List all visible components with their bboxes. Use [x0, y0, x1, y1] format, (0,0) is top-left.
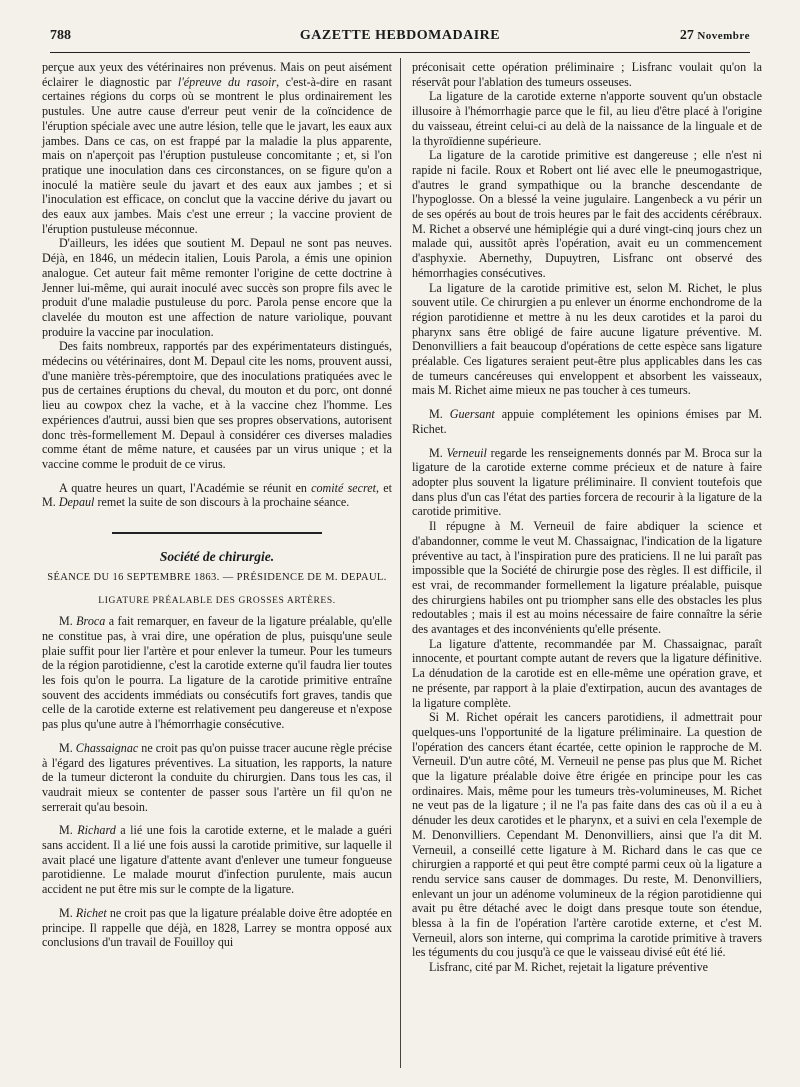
section-subtitle: LIGATURE PRÉALABLE DES GROSSES ARTÈRES.: [98, 595, 336, 606]
left-paragraph-richard: M. Richard a lié une fois la carotide externe, et le malade a guéri sans accident. Il a lié une fois aussi la carotide primitive, sur laquelle il avait placé une ligature d'attente avant d'enlever une tumeur fongueuse parotidienne. Le malade mourut d'infection purulente, mais aucun accident ne put être mis sur le compte de la ligature.: [42, 823, 392, 897]
left-paragraph-richet: M. Richet ne croit pas que la ligature préalable doive être adoptée en principe. Il rappelle que déjà, en 1828, Larrey se montra opposé aux conclusions d'un travail de Fouilloy qui: [42, 905, 392, 950]
right-paragraph-4: La ligature de la carotide primitive est, selon M. Richet, le plus souvent utile. Ce chirurgien a pu enlever un énorme enchondrome de la région parotidienne et mettre à nu les deux carotides et la paroi du pharynx sans être obligé de faire aucune ligature préventive. M. Denonvilliers a fait beaucoup d'opérations de cette espèce sans ligature préalable. Ces ligatures seraient peut-être plus applicables dans les cas de tumeurs cancéreuses qui enveloppent et absorbent les vaisseaux, mais M. Richet aime mieux ne pas toucher à ces tumeurs.: [412, 280, 762, 398]
left-paragraph-chassaignac: M. Chassaignac ne croit pas qu'on puisse tracer aucune règle précise à l'égard des ligatures préventives. La situation, les rapports, la nature de la tumeur dicteront la conduite du chirurgien. Dans tous les cas, il vaudrait mieux se contenter de passer sous l'artère un fil qu'on ne serrerait qu'au besoin.: [42, 740, 392, 814]
left-paragraph-4: A quatre heures un quart, l'Académie se réunit en comité secret, et M. Depaul remet la suite de son discours à la prochaine séance.: [42, 480, 393, 510]
seance-line: SÉANCE DU 16 SEPTEMBRE 1863. — PRÉSIDENCE DE M. DEPAUL.: [47, 571, 387, 583]
left-paragraph-broca: M. Broca a fait remarquer, en faveur de la ligature préalable, qu'elle ne constitue pas, à vrai dire, une opération de plus, puisqu'une seule plaie suffit pour lier l'artère et pour enlever la tumeur. Pour les tumeurs de la région parotidienne, c'est la carotide externe qu'il faudra lier toutes les fois qu'on le pourra. La ligature de la carotide primitive entraîne souvent des accidents immédiats ou consécutifs fort graves, tandis que celle de la carotide externe est relativement peu dangereuse et n'expose pas plus qu'une autre à l'hémorrhagie consécutive.: [42, 614, 392, 732]
right-paragraph-verneuil: M. Verneuil regarde les renseignements donnés par M. Broca sur la ligature de la carotide externe comme précieux et de nature à faire adopter plus souvent la ligature préliminaire. Il convient toutefois que dans plus d'un cas l'état des parties forcera de recourir à la ligature de la carotide primitive.: [412, 445, 762, 519]
left-paragraph-1: perçue aux yeux des vétérinaires non prévenus. Mais on peut aisément éclairer le diagnostic par l'épreuve du rasoir, c'est-à-dire en rasant certaines régions du corps où se montrent le plus ordinairement les pustules. Une autre cause d'erreur peut venir de la coïncidence de l'éruption spéciale avec une autre lésion, telle que le javart, les eaux aux jambes. Dans ce cas, on est frappé par la maladie la plus apparente, mais on n'aperçoit pas l'éruption pustuleuse concomitante ; et, si l'on pratique une inoculation dans ces circonstances, on se figure qu'on a inoculé la matière seule du javart et des eaux aux jambes ; et si l'inoculation est efficace, on conclut que la vaccine dérive du javart ou des eaux aux jambes. Mais c'est une erreur ; la vaccine provient de l'éruption pustuleuse méconnue.: [42, 60, 392, 236]
right-paragraph-10: Lisfranc, cité par M. Richet, rejetait la ligature préventive: [428, 960, 708, 975]
right-column: [412, 60, 762, 975]
section-title: Société de chirurgie.: [159, 549, 275, 565]
right-paragraph-2: La ligature de la carotide externe n'apporte souvent qu'un obstacle illusoire à l'hémorrhagie parce que le fil, au lieu d'être placé à l'origine du vaisseau, étreint celui-ci au delà de la naissance de la linguale et de la thyroïdienne supérieure.: [412, 89, 762, 148]
right-paragraph-3: La ligature de la carotide primitive est dangereuse ; elle n'est ni rapide ni facile. Roux et Robert ont lié avec elle le pneumogastrique, d'autres le grand sympathique ou la branche descendante de l'hypoglosse. On a blessé la veine jugulaire. Langenbeck a vu périr un de ses opérés au bout de trois heures par le fait des accidents cérébraux. M. Richet a observé une hémiplégie qui a duré vingt-cinq jours chez un malade qui, aussitôt après l'opération, avait eu un commencement d'asphyxie. Abernethy, Dupuytren, Lisfranc ont observé des hémorrhagies consécutives.: [412, 148, 762, 280]
section-separator: [112, 532, 322, 534]
issue-date-month: Novembre: [697, 30, 750, 42]
right-paragraph-9: Si M. Richet opérait les cancers parotidiens, il admettrait pour quelques-uns l'opportunité de la ligature préliminaire. La question de l'opération des cancers étant écartée, cette opinion le rapproche de M. Verneuil. D'un autre côté, M. Verneuil ne pense pas plus que M. Richet que la ligature préalable doive être érigée en principe pour les cas ordinaires. Mais, même pour les tumeurs très-volumineuses, M. Richet ne veut pas de la ligature ; il ne l'a pas faite dans des cas où il a eu à dénuder les deux carotides et le pharynx, et a suivi en cela l'exemple de M. Denonvilliers. Cependant M. Denonvilliers, ainsi que l'a dit M. Verneuil, a conseillé cette ligature à M. Richard dans le cas que ce chirurgien a rapporté et qui peut être compté parmi ceux où la ligature a rendu service sans causer de dommages. Du reste, M. Denonvilliers, enlevant un jour un adénome volumineux de la région parotidienne qui avait pu être détaché avec le doigt dans presque toute son étendue, blessa à la fin de l'opération l'artère carotide externe, et c'est M. Verneuil, alors son interne, qui comprima la carotide primitive à travers les téguments du cou jusqu'à ce que le vaisseau divisé eût été lié.: [412, 710, 762, 960]
right-paragraph-7: Il répugne à M. Verneuil de faire abdiquer la science et d'abandonner, comme le veut M. Chassaignac, l'indication de la ligature préventive au tact, à l'inspiration pure des praticiens. Il ne lui paraît pas impossible que la Société de chirurgie pose des règles. Il est difficile, il est vrai, de recommander formellement la ligature préalable, puisque des chirurgiens habiles ont pu triompher sans elle des obstacles les plus redoutables ; mais il est au moins nécessaire de faire connaître la série des avantages et des inconvénients qu'elle présente.: [412, 519, 762, 637]
journal-title: GAZETTE HEBDOMADAIRE: [299, 28, 501, 43]
left-paragraph-3: Des faits nombreux, rapportés par des expérimentateurs distingués, médecins ou vétérinaires, dont M. Depaul cite les noms, prouvent aussi, d'une manière très-péremptoire, que des inoculations pratiquées avec le pus de certaines éruptions du cheval, du mouton et du porc, ont donné lieu au cowpox chez la vache, et à la vaccine chez l'homme. Les expériences d'autrui, aussi bien que ses propres observations, autorisent donc très-formellement M. Depaul à considérer ces diverses maladies comme étant de même nature, et causées par un virus unique ; et la vaccine comme le produit de ce virus.: [42, 339, 392, 471]
right-paragraph-1: préconisait cette opération préliminaire ; Lisfranc voulait qu'on la réservât pour l'ablation des tumeurs osseuses.: [412, 60, 762, 89]
left-paragraph-2: D'ailleurs, les idées que soutient M. Depaul ne sont pas neuves. Déjà, en 1846, un médecin italien, Louis Parola, a émis une opinion analogue. Cet auteur fait même remonter l'origine de cette doctrine à Jenner lui-même, qui aurait inoculé avec succès son propre fils avec le produit d'une maladie pustuleuse du porc. Parola pense encore que la clavelée du mouton est une affection de nature variolique, pouvant produire la vaccine par inoculation.: [42, 236, 392, 339]
right-paragraph-8: La ligature d'attente, recommandée par M. Chassaignac, paraît innocente, et pourtant compte autant de revers que la ligature définitive. La dénudation de la carotide est en elle-même une opération grave, et ne présente, par rapport à la plaie d'extirpation, aucun des avantages de la ligature complète.: [412, 636, 762, 710]
issue-date-day: 27: [679, 28, 694, 43]
page-number: 788: [50, 28, 71, 43]
left-column: [42, 60, 392, 950]
page-header: [50, 28, 750, 50]
issue-date: [680, 28, 750, 44]
column-divider: [400, 58, 401, 1068]
header-rule: [50, 52, 750, 53]
right-paragraph-guersant: M. Guersant appuie complétement les opinions émises par M. Richet.: [412, 407, 762, 436]
